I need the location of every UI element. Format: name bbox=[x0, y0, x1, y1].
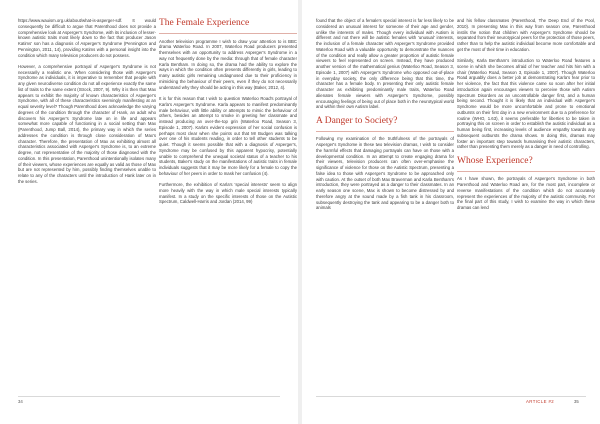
right-column-2 bbox=[457, 18, 595, 217]
section-heading: A Danger to Society? bbox=[316, 115, 398, 126]
paragraph: Similarly, Karla Bentham's introduction to Waterloo Road features a scene in which she becomes afraid of her teacher and hits him with a chair (Waterloo Road, Season 3, Episode 1, 2007). Though Waterloo Road arguably does a better job at demonstrating Karla's fear prior to her violence, the fact that this violence came so soon after her initial introduction again encourages viewers to perceive those with Autism Spectrum Disorders as an uncontrollable danger first, and a human being second. Thought it is likely that an individual with Asperger's Syndrome would be more uncomfortable and prone to emotional outbursts on their first day in a new environment due to a preference for routine (WHO, 1.63), it seems preferable for liberties to be taken in portraying this on screen in order to establish the autistic individual as a human being first, increasing levels of audience empathy towards any subsequent outbursts the drama shows. In doing this, dramas may foster an important step towards humanising their autistic characters, rather than presenting them merely as a danger in need of controlling. bbox=[457, 58, 595, 150]
footer-rule bbox=[316, 396, 586, 397]
left-page bbox=[0, 0, 298, 424]
section-heading: Whose Experience? bbox=[457, 155, 533, 166]
paragraph: As I have shown, the portrayals of Asperger's Syndrome in both Parenthood and Waterloo Road are, for the most part, incomplete or reverse manifestations of the condition which do not accurately represent the experiences of the majority of the autistic community. For the final part of this study, I wish to examine the way in which these dramas can lend bbox=[457, 176, 595, 211]
paragraph: However, a comprehensive portrayal of Asperger's Syndrome is not necessarily a realistic one. When considering those with Asperger's Syndrome as individuals, it is imperative to remember that people with any given neurodiverse condition do not all experience exactly the same list of traits to the same extent (Strock, 2007, 9). Why it is then that Max appears to exhibit the majority of known characteristics of Asperger's Syndrome, with all of these characteristics seemingly manifesting at an equal severity level? Though Parenthood does acknowledge the varying degrees of the condition through the character of Hank, an adult who discovers his Asperger's Syndrome late on in life and appears somewhat more capable of functioning in a social setting than Max (Parenthood, Jump Ball, 2014), the primary way in which the series addresses the condition is through close consideration of Max's character. Therefore, the presentation of Max as exhibiting almost all characteristics associated with Asperger's Syndrome is, to an extreme degree, not representative of the majority of those diagnosed with the condition. In this presentation, Parenthood unintentionally isolates many of their viewers, whose experiences are equally as valid as those of Max but are not represented by him, possibly finding themselves unable to relate to any of the characters until the introduction of Hank later on in the series. bbox=[18, 63, 156, 184]
paragraph: https://www.wauism.org.uk/about/what-is-asperger-sdf. It would consequently be difficult to argue that Parenthood does not provide a comprehensive look at Asperger's Syndrome, with its inclusion of lesser-known autistic traits most likely down to the fact that producer Jason Katims' son has a diagnosis of Asperger's Syndrome (Pennington and Pennington, 2011, 14), providing Katims with a personal insight into the condition which many television producers do not possess. bbox=[18, 18, 156, 58]
paragraph: It is for this reason that I wish to question Waterloo Road's portrayal of Karla's Asperger's Syndrome. Karla appears to manifest predominantly male behaviour, with little ability or attempts to mimic the behaviour of others, besides an attempt to smoke in greeting her classmate and instead producing an over-the-top grin (Waterloo Road, Season 3, Episode 1, 2007). Karla's evident expression of her social confusion is perhaps most clear when she points out that Mr Budgen was talking over one of his students reading, in order to tell other students to be quiet. Though it seems possible that with a diagnosis of Asperger's, Syndrome may be confused by this apparent hypocrisy, potentially unable to comprehend the unequal societal status of a teacher to his students, Baker's study on the manifestations of autistic traits in female individuals suggests that it may be more likely for a female to copy the behaviour of her peers in order to mask her confusion (4). bbox=[159, 96, 297, 176]
heading-rule bbox=[316, 131, 454, 132]
footer-rule bbox=[18, 396, 280, 397]
section-heading: The Female Experience bbox=[159, 18, 250, 28]
paragraph: Furthermore, the exhibition of Karla's 'special interests' seem to align more heavily with the way in which male special interests typically manifest. In a study on the specific interests of those on the Autistic Spectrum, Caldwell-Harris and Jordan (2014, 99) bbox=[159, 182, 297, 205]
page-number: 34 bbox=[18, 399, 23, 404]
left-column-2 bbox=[159, 18, 297, 211]
right-page bbox=[302, 0, 600, 424]
paragraph: found that the object of a female's special interest is far less likely to be considered an unusual interest for someone of their age and gender, unlike the interests of males. Though every individual with Autism is different and not there will be autistic females with 'unusual' interests, the inclusion of a female character with Asperger's Syndrome provided Waterloo Road with a valuable opportunity to demonstrate the nuances of the condition and really allow a greater proportion of autistic female viewers to feel represented on screen. Instead, they have produced another version of the mathematical genius (Waterloo Road, Season 3, Episode 1, 2007) with Asperger's Syndrome who opposed out-of-place in everyday society, the only difference being that this time, the character has a female body. In presenting their only autistic female character as exhibiting predominantly male traits, Waterloo Road alienates female viewers with Asperger's Syndrome, possibly encouraging feelings of being out of place both in the neurotypical world and within their own Autism label. bbox=[316, 18, 454, 110]
paragraph: and his fellow classmates (Parenthood, The Deep End of the Pool, 2010). In presenting Max in this way from season one, Parenthood instils the notion that children with Asperger's Syndrome should be separated from their neurotypical peers for the protection of those peers, rather than to help the autistic individual become more comfortable and get the most of their time in education. bbox=[457, 18, 595, 52]
heading-rule bbox=[159, 33, 297, 34]
paragraph: Following my examination of the truthfulness of the portrayals of Asperger's Syndrome in these two television dramas, I wish to consider the harmful effects that damaging portrayals can have on those with a developmental condition. In an attempt to create engaging drama for their viewers, television producers can often over-emphasise the significance of violence for those on the Autistic Spectrum, presenting a false idea to those with Asperger's Syndrome to be approached only with caution. At the outset of both Max Braverman and Karla Bentham's introduction, they were portrayed as a danger to their classmates. In an early season one scene, Max is shown to become distressed by and therefore angry at the sound made by a fish tank in his classroom, subsequently destroying the tank and appearing to be a danger both to animals bbox=[316, 136, 454, 211]
heading-rule bbox=[457, 171, 595, 172]
right-column-1 bbox=[316, 18, 454, 217]
article-label: ARTICLE #2 bbox=[526, 399, 555, 404]
page-number: 35 bbox=[574, 399, 579, 404]
paragraph: Another television programme I wish to draw your attention to is BBC drama Waterloo Road. In 2007, Waterloo Road producers presented themselves with an opportunity to address Asperger's Syndrome in a way not frequently done by the media: through that of female character Karla Bentham. In doing so, the drama had the ability to explore the ways in which the condition often presents differently in girls, leading to many autistic girls remaining undiagnosed due to their proficiency in mimicking the behaviour of their peers, even if they do not necessarily understand why they should be acting in this way (Baker, 2012, 4). bbox=[159, 38, 297, 90]
left-column-1 bbox=[18, 18, 156, 190]
